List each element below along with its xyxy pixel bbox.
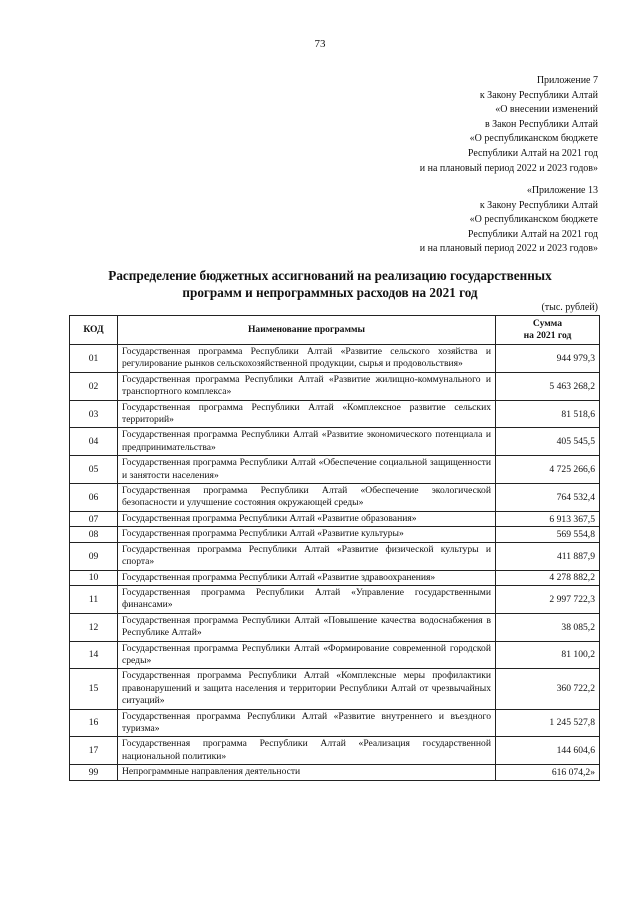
row-amount: 5 463 268,2 xyxy=(496,372,600,400)
row-amount: 4 725 266,6 xyxy=(496,456,600,484)
row-amount: 411 887,9 xyxy=(496,542,600,570)
row-name: Государственная программа Республики Алтай «Развитие жилищно-коммунального и транспортного комплекса» xyxy=(118,372,496,400)
annex-line: Республики Алтай на 2021 год xyxy=(467,228,598,240)
table-row xyxy=(70,527,600,542)
table-row xyxy=(70,570,600,585)
table-row xyxy=(70,709,600,737)
page-number: 73 xyxy=(314,38,326,50)
row-amount: 360 722,2 xyxy=(496,669,600,709)
row-code: 04 xyxy=(70,428,118,456)
annex-line: Приложение 7 xyxy=(536,75,598,86)
annex-line: «О республиканском бюджете xyxy=(469,133,598,145)
title-line-1: Распределение бюджетных ассигнований на реализацию государственных xyxy=(108,268,552,283)
row-code: 11 xyxy=(70,585,118,613)
annex-line: и на плановый период 2022 и 2023 годов» xyxy=(419,162,598,174)
row-code: 06 xyxy=(70,484,118,512)
row-name: Государственная программа Республики Алтай «Формирование современной городской среды» xyxy=(118,641,496,669)
row-code: 99 xyxy=(70,765,118,780)
row-name: Государственная программа Республики Алтай «Развитие сельского хозяйства и регулирование рынков сельскохозяйственной продукции, сырья и продовольствия» xyxy=(118,345,496,373)
table-row xyxy=(70,345,600,373)
annex-header-13 xyxy=(420,184,598,257)
row-name: Государственная программа Республики Алтай «Развитие здравоохранения» xyxy=(118,570,496,585)
row-name: Государственная программа Республики Алтай «Развитие физической культуры и спорта» xyxy=(118,542,496,570)
budget-table xyxy=(69,315,600,781)
annex-line: «Приложение 13 xyxy=(526,185,598,196)
annex-line: Республики Алтай на 2021 год xyxy=(467,147,598,159)
table-row xyxy=(70,484,600,512)
row-amount: 6 913 367,5 xyxy=(496,511,600,526)
table-row xyxy=(70,372,600,400)
annex-line: в Закон Республики Алтай xyxy=(484,118,598,130)
document-title xyxy=(60,267,600,301)
row-code: 15 xyxy=(70,669,118,709)
table-row xyxy=(70,613,600,641)
row-code: 05 xyxy=(70,456,118,484)
table-row xyxy=(70,428,600,456)
row-name: Государственная программа Республики Алтай «Развитие внутреннего и въездного туризма» xyxy=(118,709,496,737)
annex-header-7 xyxy=(420,74,598,176)
row-amount: 81 518,6 xyxy=(496,400,600,428)
annex-line: к Закону Республики Алтай xyxy=(479,89,598,101)
table-row xyxy=(70,511,600,526)
row-name: Государственная программа Республики Алтай «Комплексное развитие сельских территорий» xyxy=(118,400,496,428)
table-row xyxy=(70,585,600,613)
header-code: КОД xyxy=(70,316,118,345)
row-amount: 38 085,2 xyxy=(496,613,600,641)
row-amount: 616 074,2» xyxy=(496,765,600,780)
row-amount: 4 278 882,2 xyxy=(496,570,600,585)
table-row xyxy=(70,456,600,484)
header-name: Наименование программы xyxy=(118,316,496,345)
row-amount: 2 997 722,3 xyxy=(496,585,600,613)
annex-line: «О республиканском бюджете xyxy=(469,214,598,226)
row-code: 09 xyxy=(70,542,118,570)
row-name: Государственная программа Республики Алтай «Развитие экономического потенциала и предпринимательства» xyxy=(118,428,496,456)
annex-line: и на плановый период 2022 и 2023 годов» xyxy=(419,243,598,255)
row-code: 07 xyxy=(70,511,118,526)
table-row xyxy=(70,669,600,709)
row-name: Государственная программа Республики Алтай «Обеспечение экологической безопасности и улучшение состояния окружающей среды» xyxy=(118,484,496,512)
row-amount: 405 545,5 xyxy=(496,428,600,456)
row-name: Государственная программа Республики Алтай «Управление государственными финансами» xyxy=(118,585,496,613)
row-name: Государственная программа Республики Алтай «Повышение качества водоснабжения в Республике Алтай» xyxy=(118,613,496,641)
units-note: (тыс. рублей) xyxy=(541,302,598,313)
title-line-2: программ и непрограммных расходов на 2021 год xyxy=(182,285,478,300)
table-header-row xyxy=(70,316,600,345)
table-row xyxy=(70,542,600,570)
annex-line: «О внесении изменений xyxy=(495,104,598,116)
row-amount: 81 100,2 xyxy=(496,641,600,669)
row-code: 17 xyxy=(70,737,118,765)
row-code: 14 xyxy=(70,641,118,669)
row-amount: 144 604,6 xyxy=(496,737,600,765)
row-amount: 764 532,4 xyxy=(496,484,600,512)
table-row xyxy=(70,765,600,780)
header-amount-line1: Сумма xyxy=(532,318,563,329)
row-code: 08 xyxy=(70,527,118,542)
row-amount: 1 245 527,8 xyxy=(496,709,600,737)
row-amount: 569 554,8 xyxy=(496,527,600,542)
row-code: 02 xyxy=(70,372,118,400)
row-name: Государственная программа Республики Алтай «Обеспечение социальной защищенности и занятости населения» xyxy=(118,456,496,484)
row-amount: 944 979,3 xyxy=(496,345,600,373)
table-row xyxy=(70,641,600,669)
table-row xyxy=(70,400,600,428)
row-code: 03 xyxy=(70,400,118,428)
row-name: Государственная программа Республики Алтай «Развитие культуры» xyxy=(118,527,496,542)
row-name: Государственная программа Республики Алтай «Реализация государственной национальной политики» xyxy=(118,737,496,765)
row-name: Непрограммные направления деятельности xyxy=(118,765,496,780)
header-amount xyxy=(496,316,600,345)
row-code: 12 xyxy=(70,613,118,641)
row-code: 10 xyxy=(70,570,118,585)
row-code: 01 xyxy=(70,345,118,373)
row-name: Государственная программа Республики Алтай «Развитие образования» xyxy=(118,511,496,526)
row-code: 16 xyxy=(70,709,118,737)
row-name: Государственная программа Республики Алтай «Комплексные меры профилактики правонарушений и защита населения и территории Республики Алтай от чрезвычайных ситуаций» xyxy=(118,669,496,709)
table-row xyxy=(70,737,600,765)
annex-line: к Закону Республики Алтай xyxy=(479,199,598,211)
header-amount-line2: на 2021 год xyxy=(523,330,572,341)
